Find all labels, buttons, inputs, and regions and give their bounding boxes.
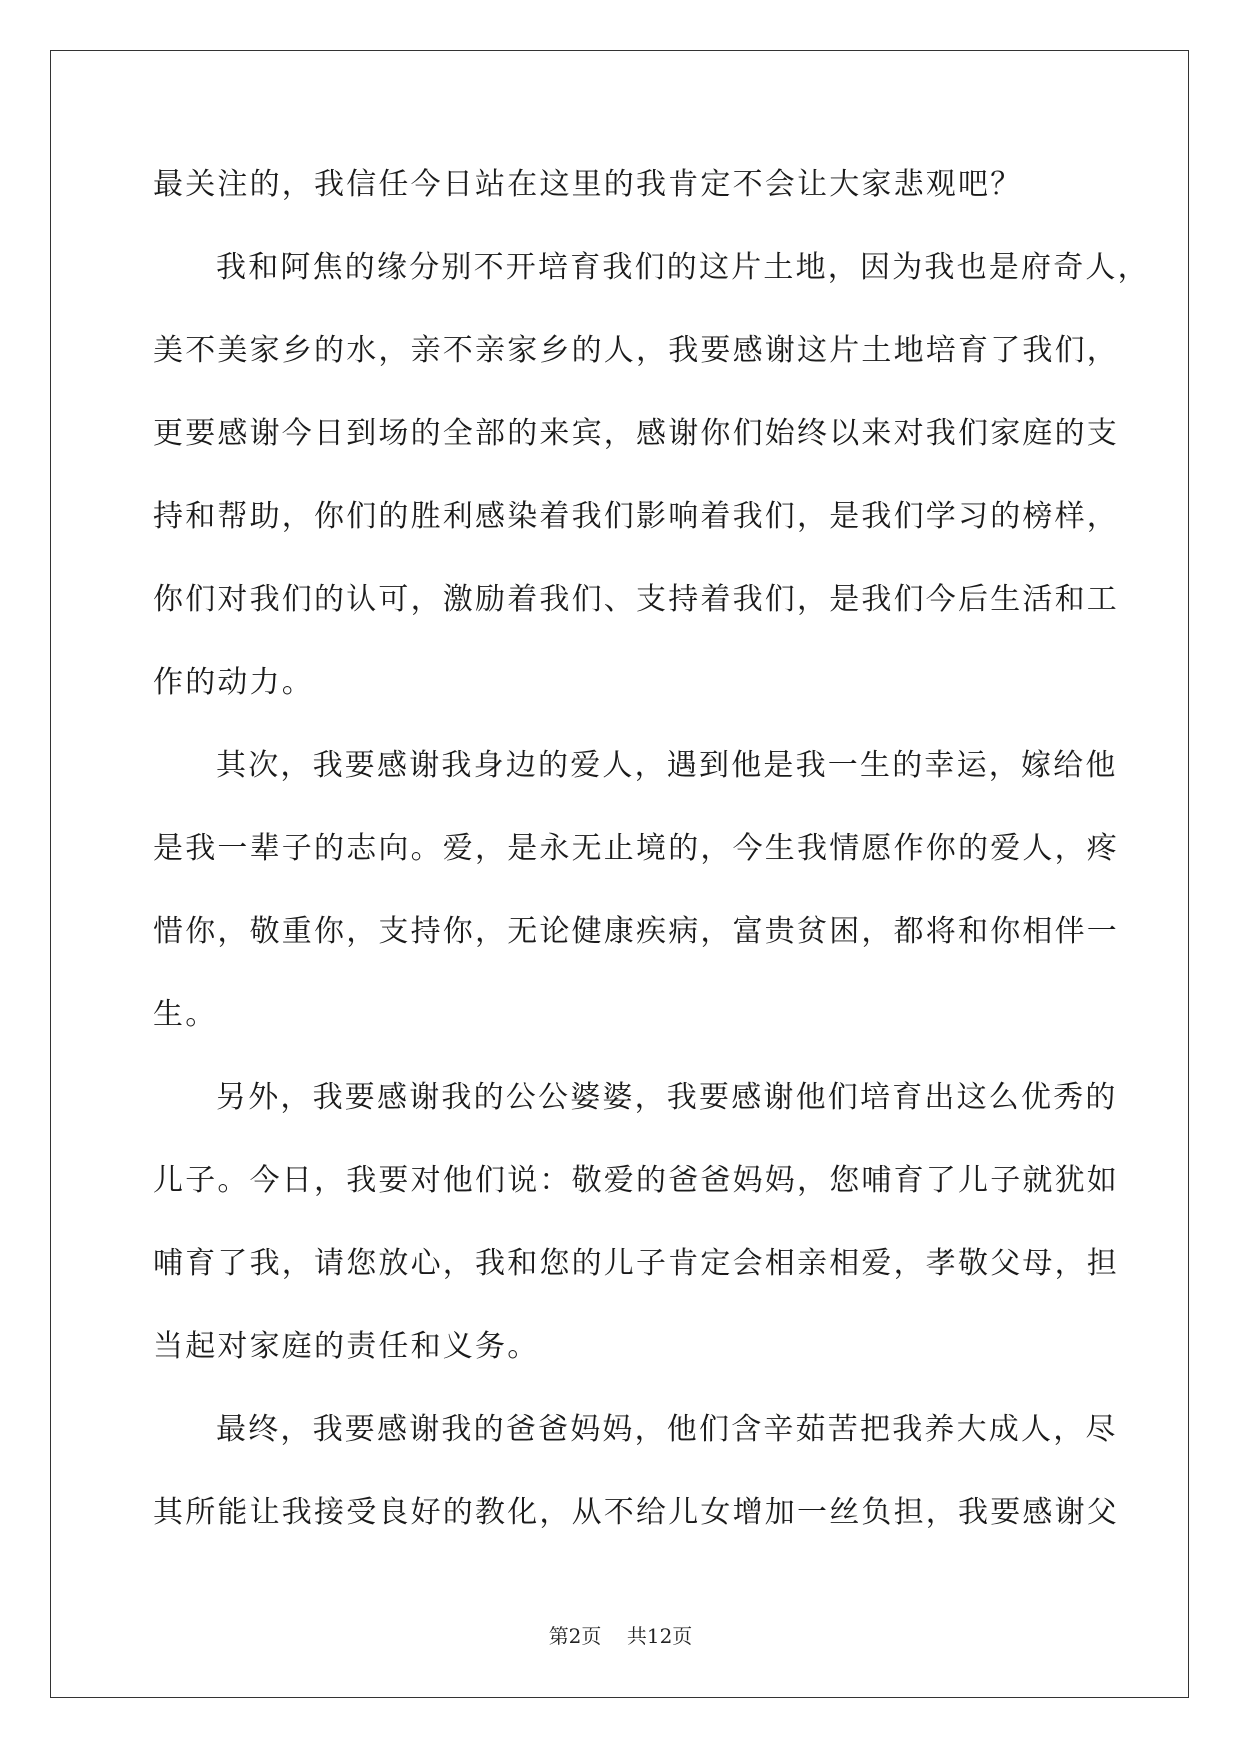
document-body bbox=[153, 162, 1150, 1573]
text-line: 另外，我要感谢我的公公婆婆，我要感谢他们培育出这么优秀的 bbox=[216, 1080, 1118, 1115]
text-line: 你们对我们的认可，激励着我们、支持着我们，是我们今后生活和工 bbox=[153, 582, 1119, 617]
text-line: 我和阿焦的缘分别不开培育我们的这片土地，因为我也是府奇人， bbox=[216, 250, 1150, 285]
text-line: 惜你，敬重你，支持你，无论健康疾病，富贵贫困，都将和你相伴一 bbox=[153, 914, 1119, 949]
text-line: 生。 bbox=[153, 997, 218, 1032]
text-line: 作的动力。 bbox=[153, 665, 314, 700]
page-number-text: 第2页 共12页 bbox=[548, 1624, 693, 1648]
text-line: 美不美家乡的水，亲不亲家乡的人，我要感谢这片土地培育了我们， bbox=[153, 333, 1119, 368]
text-line: 当起对家庭的责任和义务。 bbox=[153, 1329, 540, 1364]
text-line: 最关注的，我信任今日站在这里的我肯定不会让大家悲观吧？ bbox=[153, 167, 1023, 202]
text-line: 哺育了我，请您放心，我和您的儿子肯定会相亲相爱，孝敬父母，担 bbox=[153, 1246, 1119, 1281]
text-line: 更要感谢今日到场的全部的来宾，感谢你们始终以来对我们家庭的支 bbox=[153, 416, 1119, 451]
text-line: 持和帮助，你们的胜利感染着我们影响着我们，是我们学习的榜样， bbox=[153, 499, 1119, 534]
text-line: 最终，我要感谢我的爸爸妈妈，他们含辛茹苦把我养大成人，尽 bbox=[216, 1412, 1118, 1447]
text-line: 是我一辈子的志向。爱，是永无止境的，今生我情愿作你的爱人，疼 bbox=[153, 831, 1119, 866]
text-line: 其次，我要感谢我身边的爱人，遇到他是我一生的幸运，嫁给他 bbox=[216, 748, 1118, 783]
text-line: 其所能让我接受良好的教化，从不给儿女增加一丝负担，我要感谢父 bbox=[153, 1495, 1119, 1530]
text-line: 儿子。今日，我要对他们说：敬爱的爸爸妈妈，您哺育了儿子就犹如 bbox=[153, 1163, 1119, 1198]
page-number-footer bbox=[0, 1620, 1241, 1649]
